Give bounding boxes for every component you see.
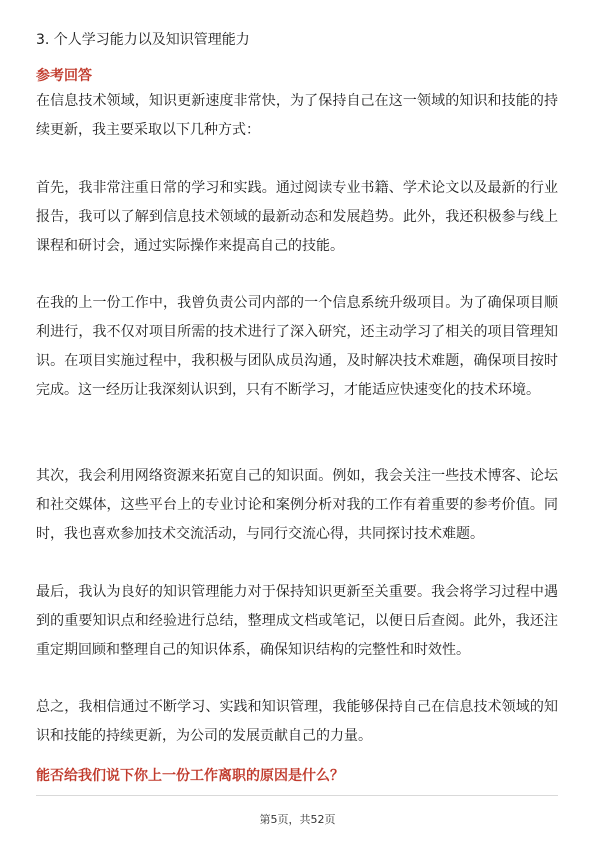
- divider: [36, 795, 558, 796]
- paragraph-last: 最后，我认为良好的知识管理能力对于保持知识更新至关重要。我会将学习过程中遇到的重要知识点和经验进行总结，整理成文档或笔记，以便日后查阅。此外，我还注重定期回顾和整理自己的知识体系，确保知识结构的完整性和时效性。: [36, 584, 558, 658]
- next-question: 能否给我们说下你上一份工作离职的原因是什么？: [36, 768, 344, 784]
- paragraph-intro: 在信息技术领域，知识更新速度非常快，为了保持自己在这一领域的知识和技能的持续更新，我主要采取以下几种方式：: [36, 93, 558, 138]
- answer-label: 参考回答: [36, 68, 92, 84]
- paragraph-conclusion: 总之，我相信通过不断学习、实践和知识管理，我能够保持自己在信息技术领域的知识和技能的持续更新，为公司的发展贡献自己的力量。: [36, 699, 558, 744]
- paragraph-experience: 在我的上一份工作中，我曾负责公司内部的一个信息系统升级项目。为了确保项目顺利进行，我不仅对项目所需的技术进行了深入研究，还主动学习了相关的项目管理知识。在项目实施过程中，我积极与团队成员沟通，及时解决技术难题，确保项目按时完成。这一经历让我深刻认识到，只有不断学习，才能适应快速变化的技术环境。: [36, 295, 558, 398]
- page-footer: 第5页，共52页: [259, 813, 336, 826]
- paragraph-first: 首先，我非常注重日常的学习和实践。通过阅读专业书籍、学术论文以及最新的行业报告，我可以了解到信息技术领域的最新动态和发展趋势。此外，我还积极参与线上课程和研讨会，通过实际操作来提高自己的技能。: [36, 180, 558, 254]
- section-heading: 3. 个人学习能力以及知识管理能力: [36, 32, 250, 48]
- paragraph-second: 其次，我会利用网络资源来拓宽自己的知识面。例如，我会关注一些技术博客、论坛和社交媒体，这些平台上的专业讨论和案例分析对我的工作有着重要的参考价值。同时，我也喜欢参加技术交流活动，与同行交流心得，共同探讨技术难题。: [36, 468, 558, 542]
